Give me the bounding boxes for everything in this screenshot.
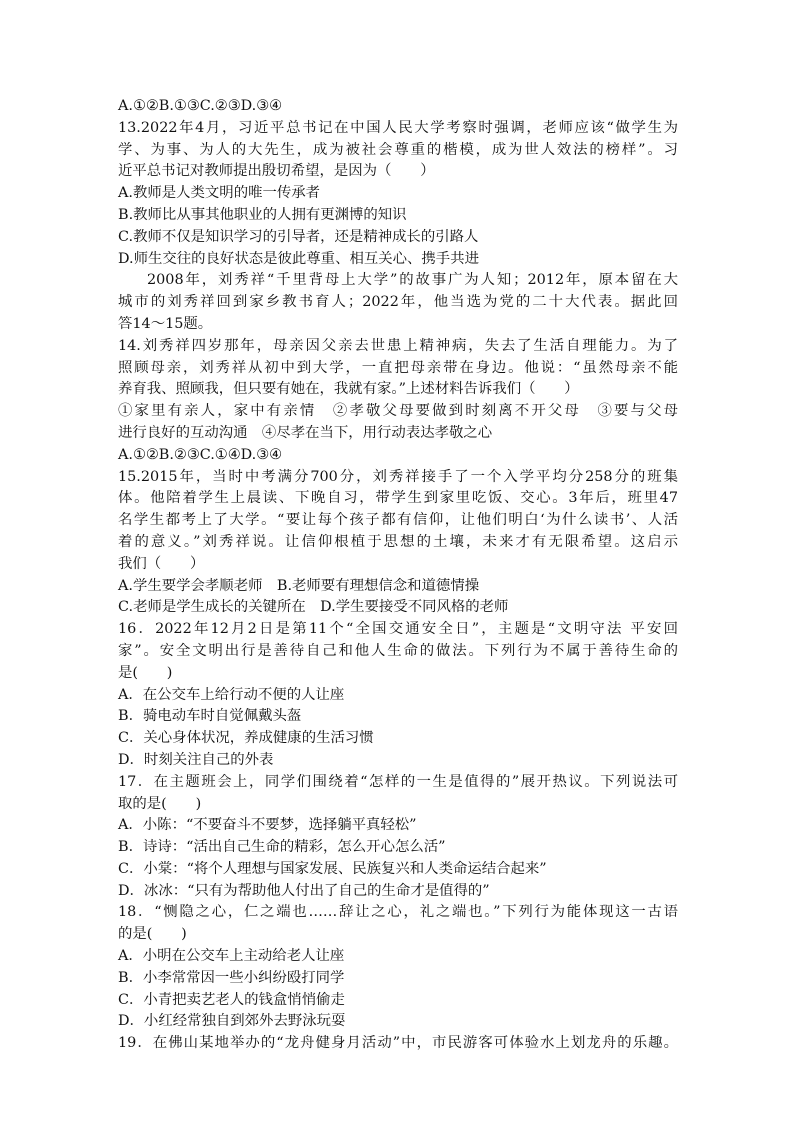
text-line: 近平总书记对教师提出殷切希望，是因为（ ）	[118, 163, 435, 180]
text-line: 是( )	[118, 664, 173, 681]
text-line: 着的意义。”刘秀祥说。让信仰根植于思想的土壤，未来才有无限希望。这启示	[118, 533, 678, 550]
text-line: 15.2015年，当时中考满分700分，刘秀祥接手了一个入学平均分258分的班集	[118, 468, 678, 485]
text-line: 名学生都考上了大学。“要让每个孩子都有信仰，让他们明白‘为什么读书’、人活	[118, 512, 678, 529]
text-line: 18．“恻隐之心，仁之端也……辞让之心，礼之端也。”下列行为能体现这一古语	[118, 904, 678, 921]
text-line: D．小红经常独自到郊外去野泳玩耍	[118, 1013, 346, 1030]
text-line: 2008年，刘秀祥“千里背母上大学”的故事广为人知；2012年，原本留在大	[147, 272, 678, 289]
text-line: 体。他陪着学生上晨读、下晚自习，带学生到家里吃饭、交心。3年后，班里47	[118, 490, 678, 507]
text-line: 取的是( )	[118, 795, 202, 812]
text-line: 照顾母亲，刘秀祥从初中到大学，一直把母亲带在身边。他说：“虽然母亲不能	[118, 359, 678, 376]
text-line: 学、为事、为人的大先生，成为被社会尊重的楷模，成为世人效法的榜样”。习	[118, 141, 678, 158]
text-line: C.教师不仅是知识学习的引导者，还是精神成长的引路人	[118, 228, 479, 245]
exam-page	[118, 96, 678, 1055]
text-line: D．时刻关注自己的外表	[118, 751, 274, 768]
text-line: 我们（ ）	[118, 555, 205, 572]
text-line: ①家里有亲人，家中有亲情 ②孝敬父母要做到时刻离不开父母 ③要与父母	[118, 403, 678, 420]
text-line: B．小李常常因一些小纠纷殴打同学	[118, 969, 345, 986]
text-line: C．小青把卖艺老人的钱盒悄悄偷走	[118, 991, 345, 1008]
text-line: 城市的刘秀祥回到家乡教书育人；2022年，他当选为党的二十大代表。据此回	[118, 294, 678, 311]
text-line: A.学生要学会孝顺老师 B.老师要有理想信念和道德情操	[118, 577, 480, 594]
text-line: A．在公交车上给行动不便的人让座	[118, 686, 345, 703]
text-line: B．诗诗：“活出自己生命的精彩，怎么开心怎么活”	[118, 839, 446, 856]
text-line: D.师生交往的良好状态是彼此尊重、相互关心、携手共进	[118, 250, 479, 267]
text-line: A.①②B.②③C.①④D.③④	[118, 446, 282, 463]
text-line: 17．在主题班会上，同学们围绕着“怎样的一生是值得的”展开热议。下列说法可	[118, 773, 678, 790]
text-line: B．骑电动车时自觉佩戴头盔	[118, 708, 302, 725]
text-line: 16．2022年12月2日是第11个“全国交通安全日”，主题是“文明守法 平安回	[118, 621, 678, 638]
text-line: C．小棠：“将个人理想与国家发展、民族复兴和人类命运结合起来”	[118, 860, 547, 877]
text-line: 家”。安全文明出行是善待自己和他人生命的做法。下列行为不属于善待生命的	[118, 642, 678, 659]
text-line: 养育我、照顾我，但只要有她在，我就有家。”上述材料告诉我们（ ）	[118, 381, 579, 398]
text-line: D．冰冰：“只有为帮助他人付出了自己的生命才是值得的”	[118, 882, 490, 899]
text-line: 14.刘秀祥四岁那年，母亲因父亲去世患上精神病，失去了生活自理能力。为了	[118, 337, 678, 354]
text-line: 19．在佛山某地举办的“龙舟健身月活动”中，市民游客可体验水上划龙舟的乐趣。	[118, 1035, 678, 1052]
text-line: 进行良好的互动沟通 ④尽孝在当下，用行动表达孝敬之心	[118, 424, 493, 441]
text-line: A．小陈：“不要奋斗不要梦，选择躺平真轻松”	[118, 817, 417, 834]
text-line: A．小明在公交车上主动给老人让座	[118, 948, 345, 965]
text-line: 13.2022年4月，习近平总书记在中国人民大学考察时强调，老师应该“做学生为	[118, 119, 678, 136]
text-line: C．关心身体状况，养成健康的生活习惯	[118, 730, 374, 747]
text-line: 答14～15题。	[118, 315, 213, 332]
text-line: 的是( )	[118, 926, 187, 943]
text-line: A.①②B.①③C.②③D.③④	[118, 98, 282, 114]
text-line: A.教师是人类文明的唯一传承者	[118, 185, 321, 202]
text-line: B.教师比从事其他职业的人拥有更渊博的知识	[118, 206, 407, 223]
text-line: C.老师是学生成长的关键所在 D.学生要接受不同风格的老师	[118, 599, 509, 616]
